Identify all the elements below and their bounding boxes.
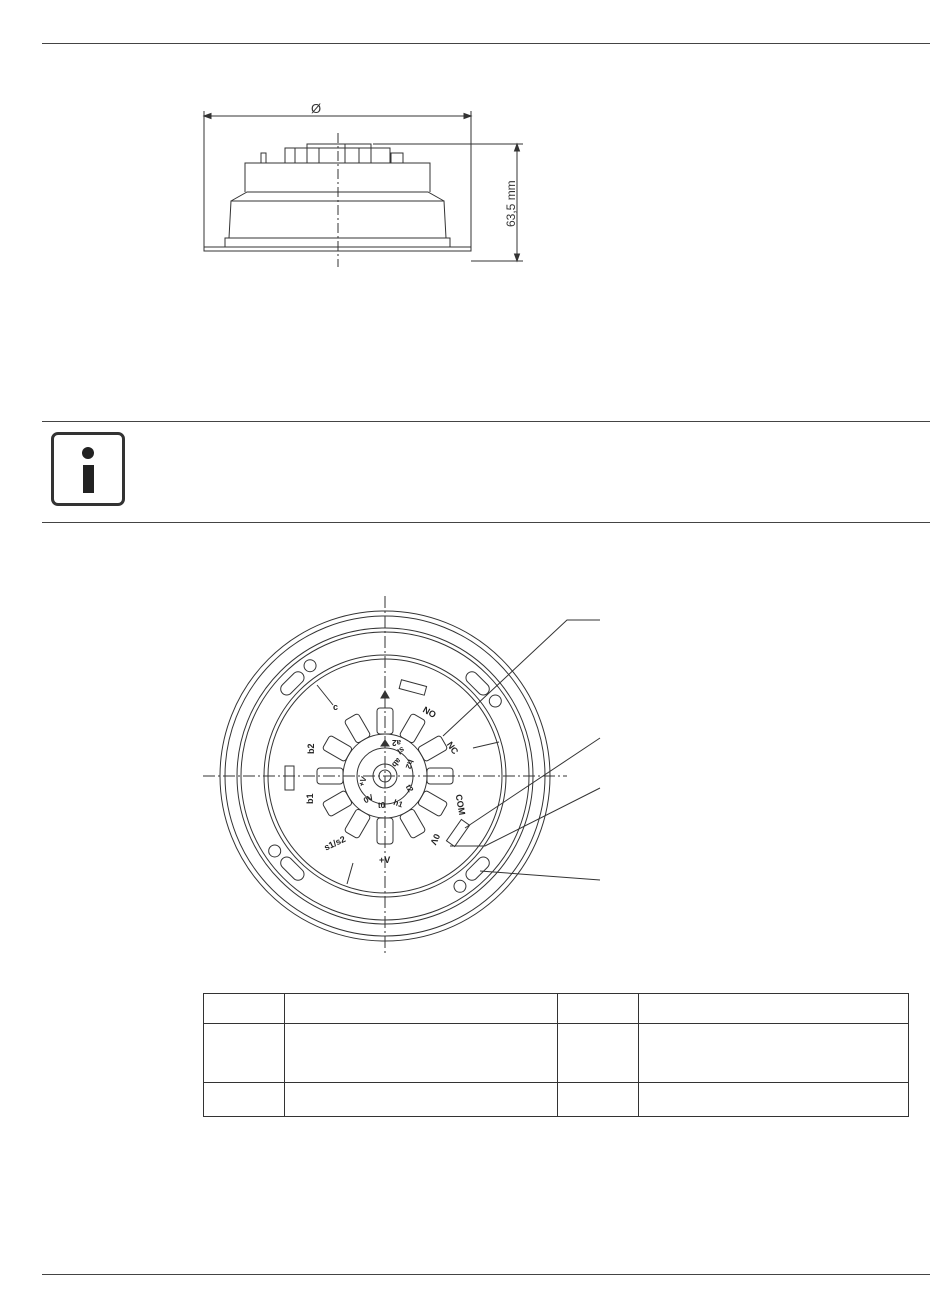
table-row bbox=[204, 1024, 909, 1083]
table-cell bbox=[204, 1083, 285, 1117]
label-b2: b2 bbox=[306, 743, 316, 754]
table-cell bbox=[639, 1024, 909, 1083]
header-rule bbox=[42, 43, 930, 44]
detector-base-top-view bbox=[195, 588, 615, 960]
table-cell bbox=[639, 1083, 909, 1117]
table-cell bbox=[558, 1024, 639, 1083]
table-cell bbox=[285, 1083, 558, 1117]
diameter-symbol: Ø bbox=[311, 101, 322, 116]
table-row bbox=[204, 1083, 909, 1117]
label-h1: h1 bbox=[392, 797, 405, 810]
info-icon bbox=[51, 432, 125, 506]
label-plus-v-outer: +V bbox=[379, 855, 391, 865]
footer-rule bbox=[42, 1274, 930, 1275]
detector-base-side-view bbox=[195, 95, 535, 275]
table-cell bbox=[285, 994, 558, 1024]
label-plus-v-inner: +V bbox=[356, 775, 369, 788]
label-t2: t2 bbox=[403, 783, 416, 794]
label-b1: b1 bbox=[305, 793, 315, 804]
table-cell bbox=[204, 994, 285, 1024]
label-0v-outer: 0V bbox=[428, 832, 443, 847]
height-label: 63,5 mm bbox=[504, 180, 518, 227]
label-a2: a2 bbox=[392, 738, 401, 747]
table-row bbox=[204, 994, 909, 1024]
table-cell bbox=[558, 1083, 639, 1117]
label-com: COM bbox=[453, 793, 468, 816]
table-cell bbox=[639, 994, 909, 1024]
table-cell bbox=[285, 1024, 558, 1083]
label-sl: sl bbox=[395, 744, 406, 756]
label-no: NO bbox=[421, 704, 438, 720]
terminal-table bbox=[203, 993, 909, 1117]
label-ab: ab bbox=[389, 756, 403, 770]
label-0v-inner: 0V bbox=[362, 792, 376, 806]
label-t0: t0 bbox=[378, 801, 386, 810]
note-top-rule bbox=[42, 421, 930, 422]
label-h2: h2 bbox=[403, 758, 416, 771]
label-s1-s2: s1/s2 bbox=[322, 833, 348, 853]
label-c: c bbox=[333, 702, 339, 712]
table-cell bbox=[204, 1024, 285, 1083]
table-cell bbox=[558, 994, 639, 1024]
note-bottom-rule bbox=[42, 522, 930, 523]
label-nc: NC bbox=[444, 739, 461, 757]
